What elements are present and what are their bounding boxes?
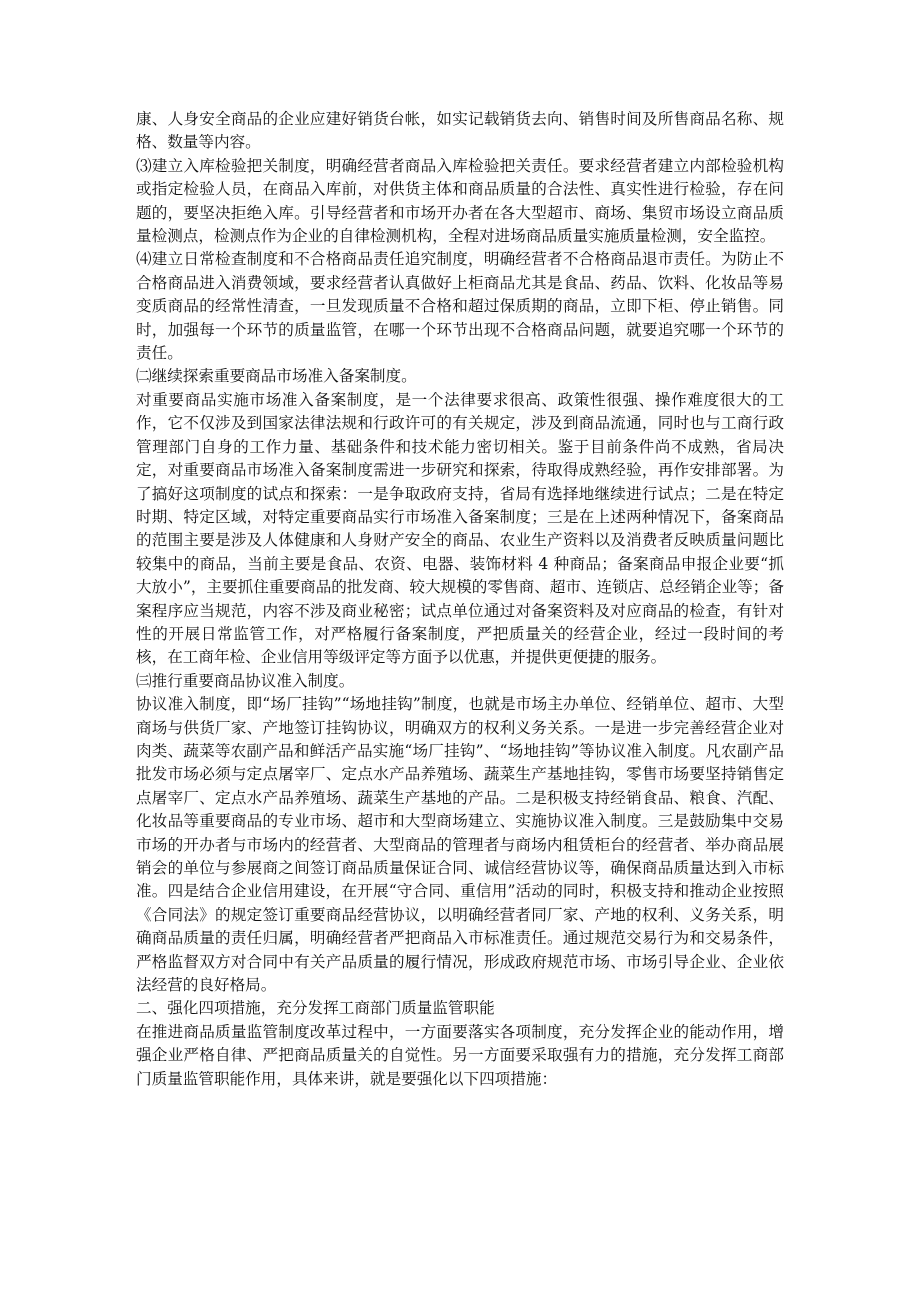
paragraph-inbound-inspection: ⑶建立入库检验把关制度，明确经营者商品入库检验把关责任。要求经营者建立内部检验机构或指定检验人员，在商品入库前，对供货主体和商品质量的合法性、真实性进行检验，存在问题的，要坚决拒绝入库。引导经营者和市场开办者在各大型超市、商场、集贸市场设立商品质量检测点，检测点作为企业的自律检测机构，全程对进场商品质量实施质量检测，安全监控。 <box>136 156 784 246</box>
document-page <box>136 108 784 1091</box>
paragraph-daily-inspection: ⑷建立日常检查制度和不合格商品责任追究制度，明确经营者不合格商品退市责任。为防止不合格商品进入消费领域，要求经营者认真做好上柜商品尤其是食品、药品、饮料、化妆品等易变质商品的经常性清查，一旦发现质量不合格和超过保质期的商品，立即下柜、停止销售。同时，加强每一个环节的质量监管，在哪一个环节出现不合格商品问题，就要追究哪一个环节的责任。 <box>136 250 784 363</box>
section-heading-market-access-filing: ㈡继续探索重要商品市场准入备案制度。 <box>136 367 417 386</box>
section-heading-four-measures: 二、强化四项措施，充分发挥工商部门质量监管职能 <box>136 999 495 1018</box>
paragraph-market-access-filing: 对重要商品实施市场准入备案制度，是一个法律要求很高、政策性很强、操作难度很大的工作，它不仅涉及到国家法律法规和行政许可的有关规定，涉及到商品流通，同时也与工商行政管理部门自身的工作力量、基础条件和技术能力密切相关。鉴于目前条件尚不成熟，省局决定，对重要商品市场准入备案制度需进一步研究和探索，待取得成熟经验，再作安排部署。为了搞好这项制度的试点和探索：一是争取政府支持，省局有选择地继续进行试点；二是在特定时期、特定区域，对特定重要商品实行市场准入备案制度；三是在上述两种情况下，备案商品的范围主要是涉及人体健康和人身财产安全的商品、农业生产资料以及消费者反映质量问题比较集中的商品，当前主要是食品、农资、电器、装饰材料 4 种商品；备案商品申报企业要“抓大放小”，主要抓住重要商品的批发商、较大规模的零售商、超市、连锁店、总经销企业等；备案程序应当规范，内容不涉及商业秘密；试点单位通过对备案资料及对应商品的检查，有针对性的开展日常监管工作，对严格履行备案制度，严把质量关的经营企业，经过一段时间的考核，在工商年检、企业信用等级评定等方面予以优惠，并提供更便捷的服务。 <box>136 390 784 667</box>
paragraph-agreement-access: 协议准入制度，即“场厂挂钩”“场地挂钩”制度，也就是市场主办单位、经销单位、超市、大型商场与供货厂家、产地签订挂钩协议，明确双方的权利义务关系。一是进一步完善经营企业对肉类、蔬菜等农副产品和鲜活产品实施“场厂挂钩”、“场地挂钩”等协议准入制度。凡农副产品批发市场必须与定点屠宰厂、定点水产品养殖场、蔬菜生产基地挂钩，零售市场要坚持销售定点屠宰厂、定点水产品养殖场、蔬菜生产基地的产品。二是积极支持经销食品、粮食、汽配、化妆品等重要商品的专业市场、超市和大型商场建立、实施协议准入制度。三是鼓励集中交易市场的开办者与市场内的经营者、大型商品的管理者与商场内租赁柜台的经营者、举办商品展销会的单位与参展商之间签订商品质量保证合同、诚信经营协议等，确保商品质量达到入市标准。四是结合企业信用建设，在开展“守合同、重信用”活动的同时，积极支持和推动企业按照《合同法》的规定签订重要商品经营协议，以明确经营者同厂家、产地的权利、义务关系，明确商品质量的责任归属，明确经营者严把商品入市标准责任。通过规范交易行为和交易条件，严格监督双方对合同中有关产品质量的履行情况，形成政府规范市场、市场引导企业、企业依法经营的良好格局。 <box>136 695 784 995</box>
paragraph-sales-ledger: 康、人身安全商品的企业应建好销货台帐，如实记载销货去向、销售时间及所售商品名称、规格、数量等内容。 <box>136 110 784 152</box>
paragraph-four-measures-intro: 在推进商品质量监管制度改革过程中，一方面要落实各项制度，充分发挥企业的能动作用，增强企业严格自律、严把商品质量关的自觉性。另一方面要采取强有力的措施，充分发挥工商部门质量监管职能作用，具体来讲，就是要强化以下四项措施： <box>136 1022 784 1088</box>
section-heading-agreement-access: ㈢推行重要商品协议准入制度。 <box>136 671 355 690</box>
